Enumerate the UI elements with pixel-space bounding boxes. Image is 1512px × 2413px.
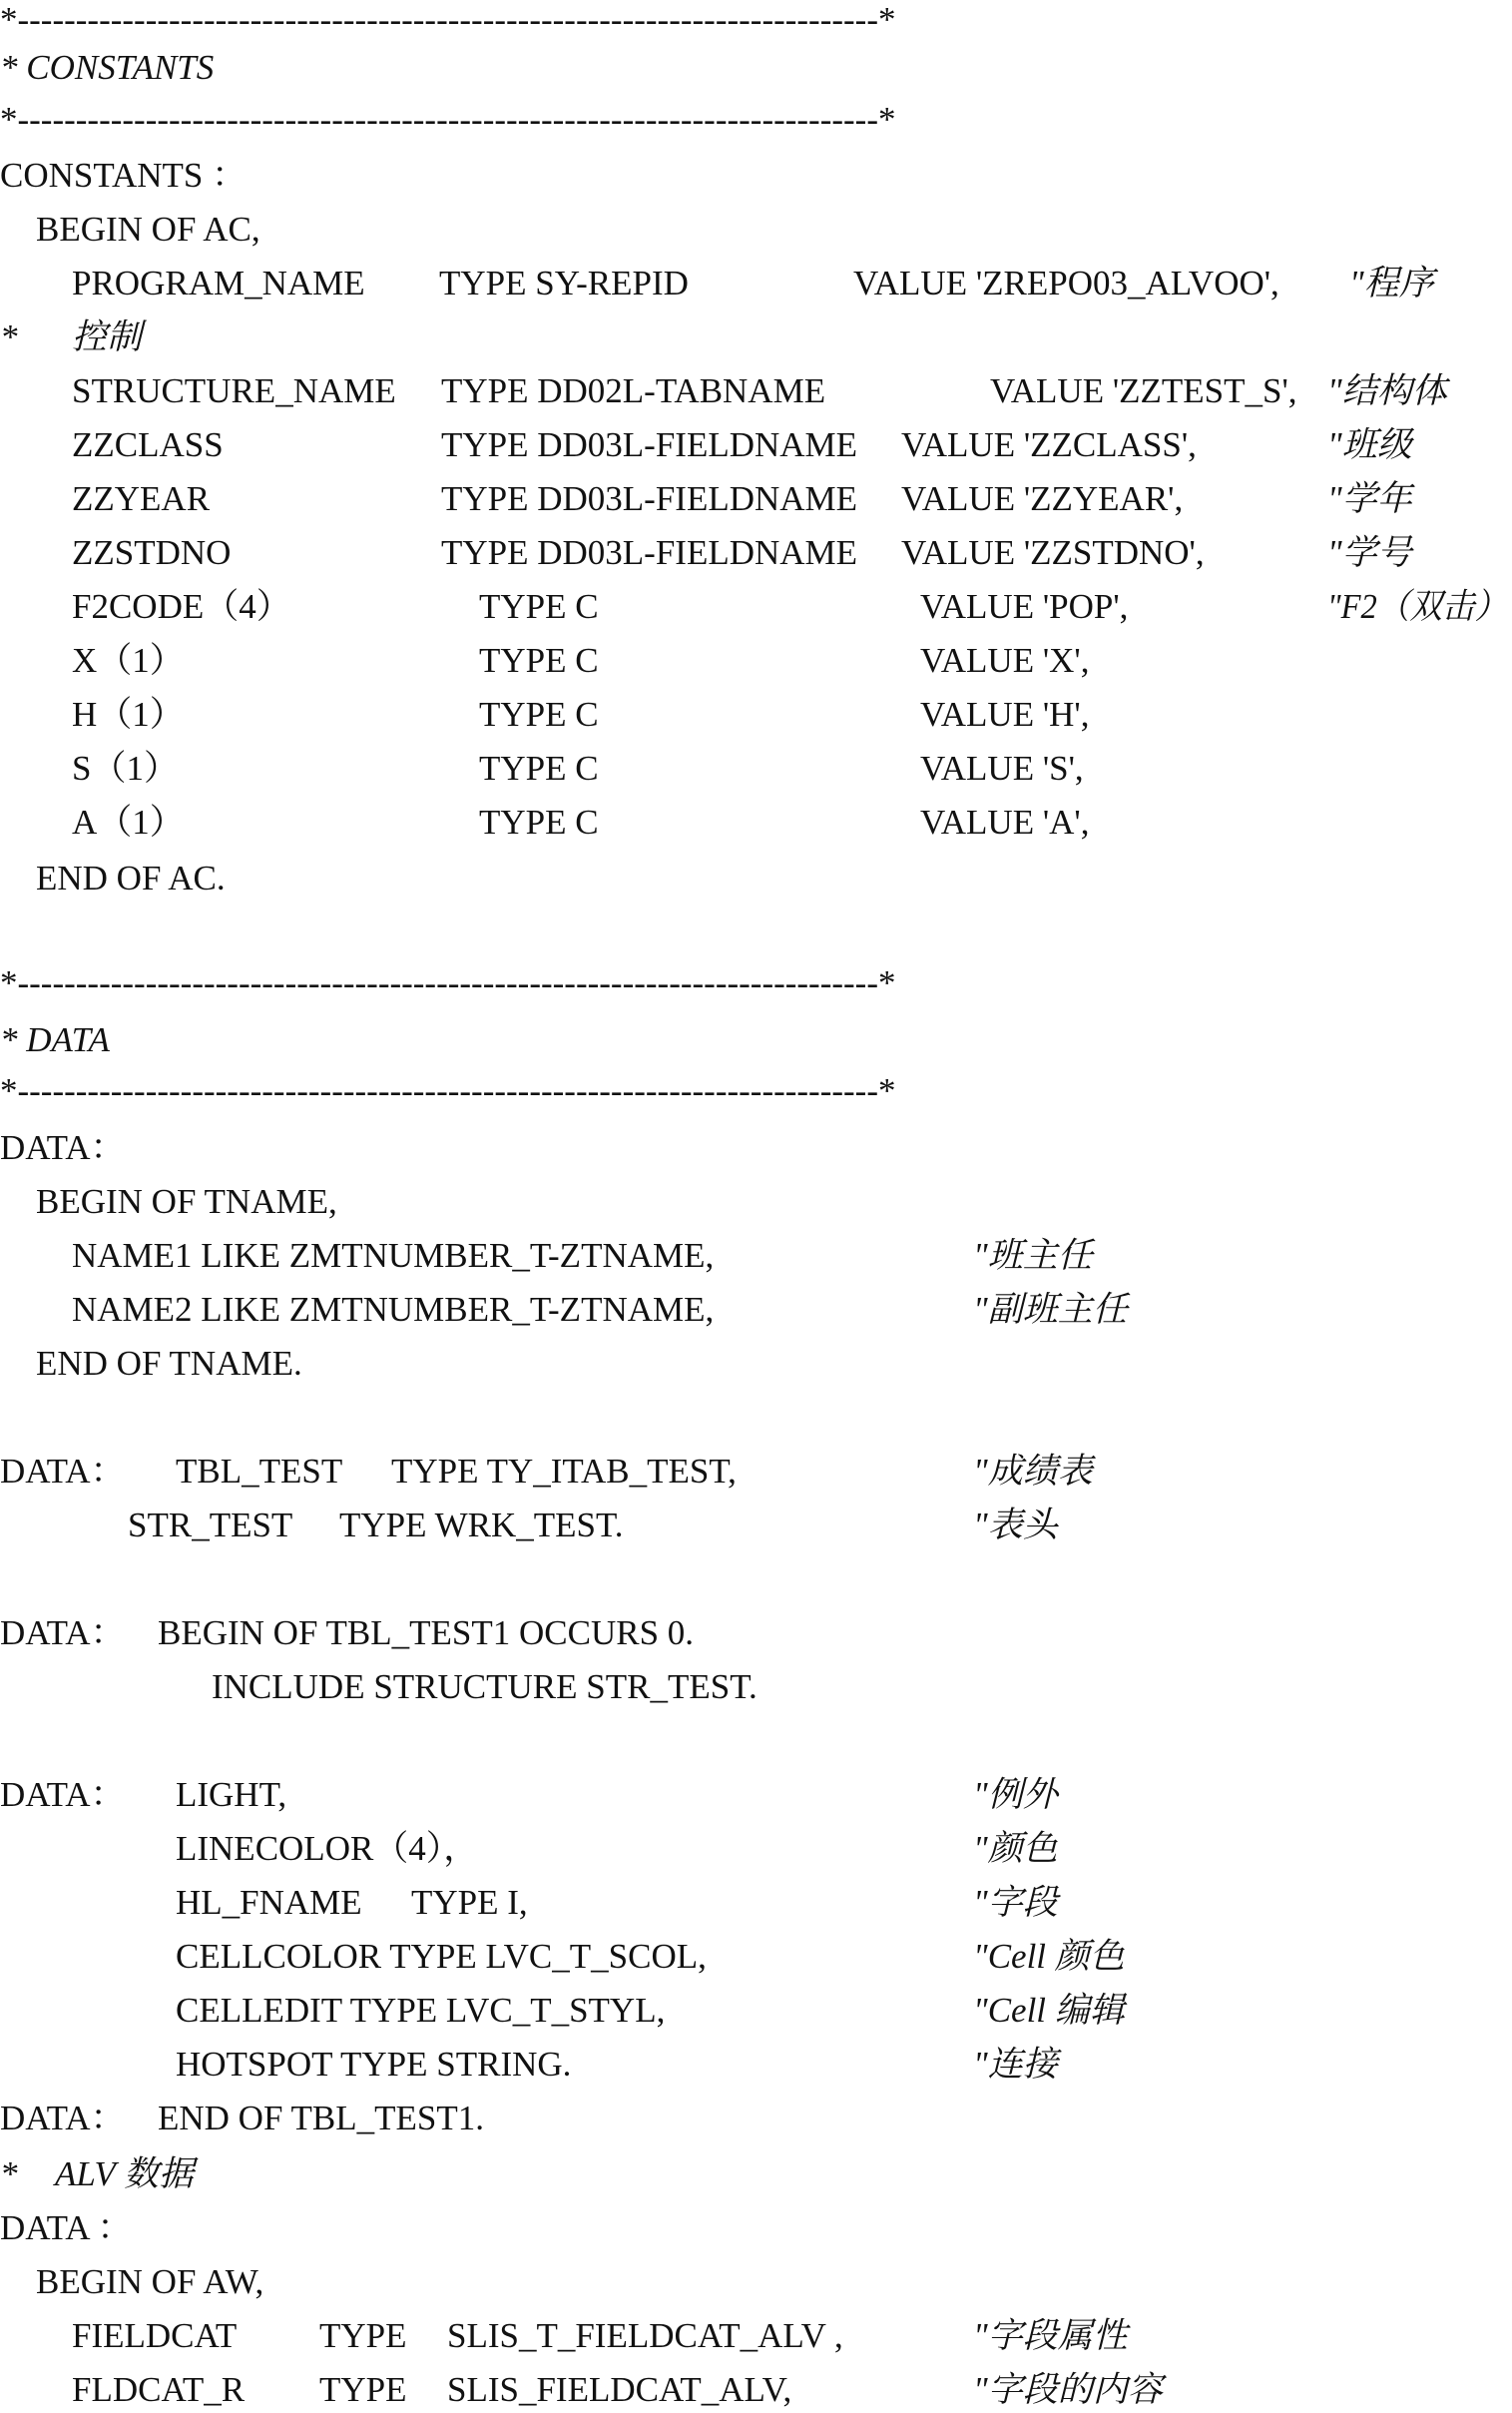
code-line-fragment: VALUE 'ZZTEST_S', <box>990 371 1297 410</box>
code-line-fragment: END OF TNAME. <box>36 1344 302 1383</box>
code-line-fragment: "Cell 颜色 <box>973 1937 1125 1976</box>
code-line-fragment: "副班主任 <box>973 1290 1128 1329</box>
code-line-fragment: TYPE <box>319 2370 407 2409</box>
code-line-fragment: "Cell 编辑 <box>973 1991 1125 2030</box>
code-line-fragment: * <box>0 2154 18 2193</box>
code-line-fragment: "成绩表 <box>973 1452 1093 1491</box>
code-line-fragment: F2CODE（4） <box>72 587 291 626</box>
code-line-fragment: CONSTANTS ： <box>0 156 248 195</box>
code-line-fragment: TYPE DD03L-FIELDNAME <box>441 533 858 572</box>
code-line-fragment: DATA： <box>0 1452 126 1491</box>
code-line-fragment: TYPE C <box>479 749 599 788</box>
code-line-fragment: S（1） <box>72 749 179 788</box>
code-line-fragment: VALUE 'POP', <box>920 587 1129 626</box>
code-line-fragment: ZZCLASS <box>72 425 224 464</box>
code-line-fragment: FLDCAT_R <box>72 2370 246 2409</box>
code-line-fragment: "班主任 <box>973 1236 1093 1275</box>
code-line-fragment: DATA： <box>0 2099 126 2137</box>
code-line-fragment: TYPE C <box>479 641 599 680</box>
code-line-fragment: END OF AC. <box>36 859 226 898</box>
code-line-fragment: CELLEDIT TYPE LVC_T_STYL, <box>176 1991 666 2030</box>
code-line-fragment: TYPE DD02L-TABNAME <box>441 371 826 410</box>
code-line-fragment: "F2（双击） <box>1327 587 1507 626</box>
code-line-fragment: H（1） <box>72 695 185 734</box>
code-line-fragment: CELLCOLOR TYPE LVC_T_SCOL, <box>176 1937 707 1976</box>
code-line-fragment: TYPE C <box>479 587 599 626</box>
code-line-fragment: SLIS_T_FIELDCAT_ALV , <box>447 2316 843 2355</box>
code-line-fragment: BEGIN OF AW, <box>36 2262 264 2301</box>
code-line-fragment: TYPE TY_ITAB_TEST, <box>391 1452 737 1491</box>
code-line-fragment: "学年 <box>1327 479 1412 518</box>
code-line-fragment: ZZYEAR <box>72 479 211 518</box>
code-line-fragment: STR_TEST <box>128 1506 293 1544</box>
code-line-fragment: VALUE 'S', <box>920 749 1084 788</box>
code-line-fragment: HOTSPOT TYPE STRING. <box>176 2045 572 2084</box>
code-line-fragment: TYPE WRK_TEST. <box>339 1506 624 1544</box>
code-line-fragment: "结构体 <box>1327 371 1447 410</box>
code-line-fragment: VALUE 'H', <box>920 695 1090 734</box>
code-line-fragment: INCLUDE STRUCTURE STR_TEST. <box>212 1667 757 1706</box>
code-line-fragment: LIGHT, <box>176 1775 287 1814</box>
code-line-fragment: "例外 <box>973 1775 1058 1814</box>
code-line-fragment: VALUE 'X', <box>920 641 1090 680</box>
code-line-fragment: TYPE DD03L-FIELDNAME <box>441 425 858 464</box>
code-line-fragment: *--------------------------------------------------------------------------* <box>0 1071 896 1110</box>
code-line-fragment: VALUE 'ZREPO03_ALVOO', <box>853 264 1279 302</box>
code-line-fragment: VALUE 'ZZYEAR', <box>901 479 1184 518</box>
code-line-fragment: DATA： <box>0 1128 126 1167</box>
code-line-fragment: "颜色 <box>973 1829 1058 1868</box>
code-line-fragment: "表头 <box>973 1506 1058 1544</box>
code-line-fragment: VALUE 'ZZCLASS', <box>901 425 1197 464</box>
code-line-fragment: ALV 数据 <box>55 2154 195 2193</box>
code-line-fragment: * <box>0 317 18 356</box>
code-line-fragment: *--------------------------------------------------------------------------* <box>0 963 896 1002</box>
code-line-fragment: *--------------------------------------------------------------------------* <box>0 0 896 39</box>
code-line-fragment: TYPE DD03L-FIELDNAME <box>441 479 858 518</box>
code-line-fragment: X（1） <box>72 641 185 680</box>
code-line-fragment: TYPE SY-REPID <box>439 264 689 302</box>
code-line-fragment: "程序 <box>1349 264 1434 302</box>
code-line-fragment: SLIS_FIELDCAT_ALV, <box>447 2370 792 2409</box>
code-line-fragment: NAME2 LIKE ZMTNUMBER_T-ZTNAME, <box>72 1290 715 1329</box>
code-line-fragment: BEGIN OF TBL_TEST1 OCCURS 0. <box>158 1613 695 1652</box>
code-line-fragment: TYPE <box>319 2316 407 2355</box>
code-line-fragment: FIELDCAT <box>72 2316 238 2355</box>
code-line-fragment: PROGRAM_NAME <box>72 264 365 302</box>
code-line-fragment: DATA： <box>0 1775 126 1814</box>
code-line-fragment: NAME1 LIKE ZMTNUMBER_T-ZTNAME, <box>72 1236 715 1275</box>
code-line-fragment: A（1） <box>72 803 185 842</box>
code-line-fragment: ZZSTDNO <box>72 533 232 572</box>
code-line-fragment: 控制 <box>72 317 143 356</box>
code-line-fragment: "字段的内容 <box>973 2370 1163 2409</box>
code-line-fragment: * DATA <box>0 1020 110 1059</box>
code-line-fragment: TBL_TEST <box>176 1452 343 1491</box>
code-line-fragment: TYPE C <box>479 695 599 734</box>
code-line-fragment: "学号 <box>1327 533 1412 572</box>
code-line-fragment: "字段 <box>973 1883 1058 1922</box>
code-line-fragment: DATA ： <box>0 2208 133 2247</box>
code-line-fragment: VALUE 'ZZSTDNO', <box>901 533 1205 572</box>
code-line-fragment: TYPE I, <box>411 1883 528 1922</box>
code-line-fragment: HL_FNAME <box>176 1883 362 1922</box>
code-line-fragment: *--------------------------------------------------------------------------* <box>0 100 896 139</box>
code-line-fragment: * CONSTANTS <box>0 48 215 87</box>
code-line-fragment: "连接 <box>973 2045 1058 2084</box>
code-line-fragment: TYPE C <box>479 803 599 842</box>
code-line-fragment: BEGIN OF TNAME, <box>36 1182 337 1221</box>
code-line-fragment: VALUE 'A', <box>920 803 1090 842</box>
code-line-fragment: "班级 <box>1327 425 1412 464</box>
code-line-fragment: "字段属性 <box>973 2316 1128 2355</box>
code-line-fragment: LINECOLOR（4）， <box>176 1829 479 1868</box>
code-line-fragment: STRUCTURE_NAME <box>72 371 396 410</box>
code-line-fragment: BEGIN OF AC, <box>36 210 260 249</box>
code-line-fragment: DATA： <box>0 1613 126 1652</box>
code-line-fragment: END OF TBL_TEST1. <box>158 2099 484 2137</box>
